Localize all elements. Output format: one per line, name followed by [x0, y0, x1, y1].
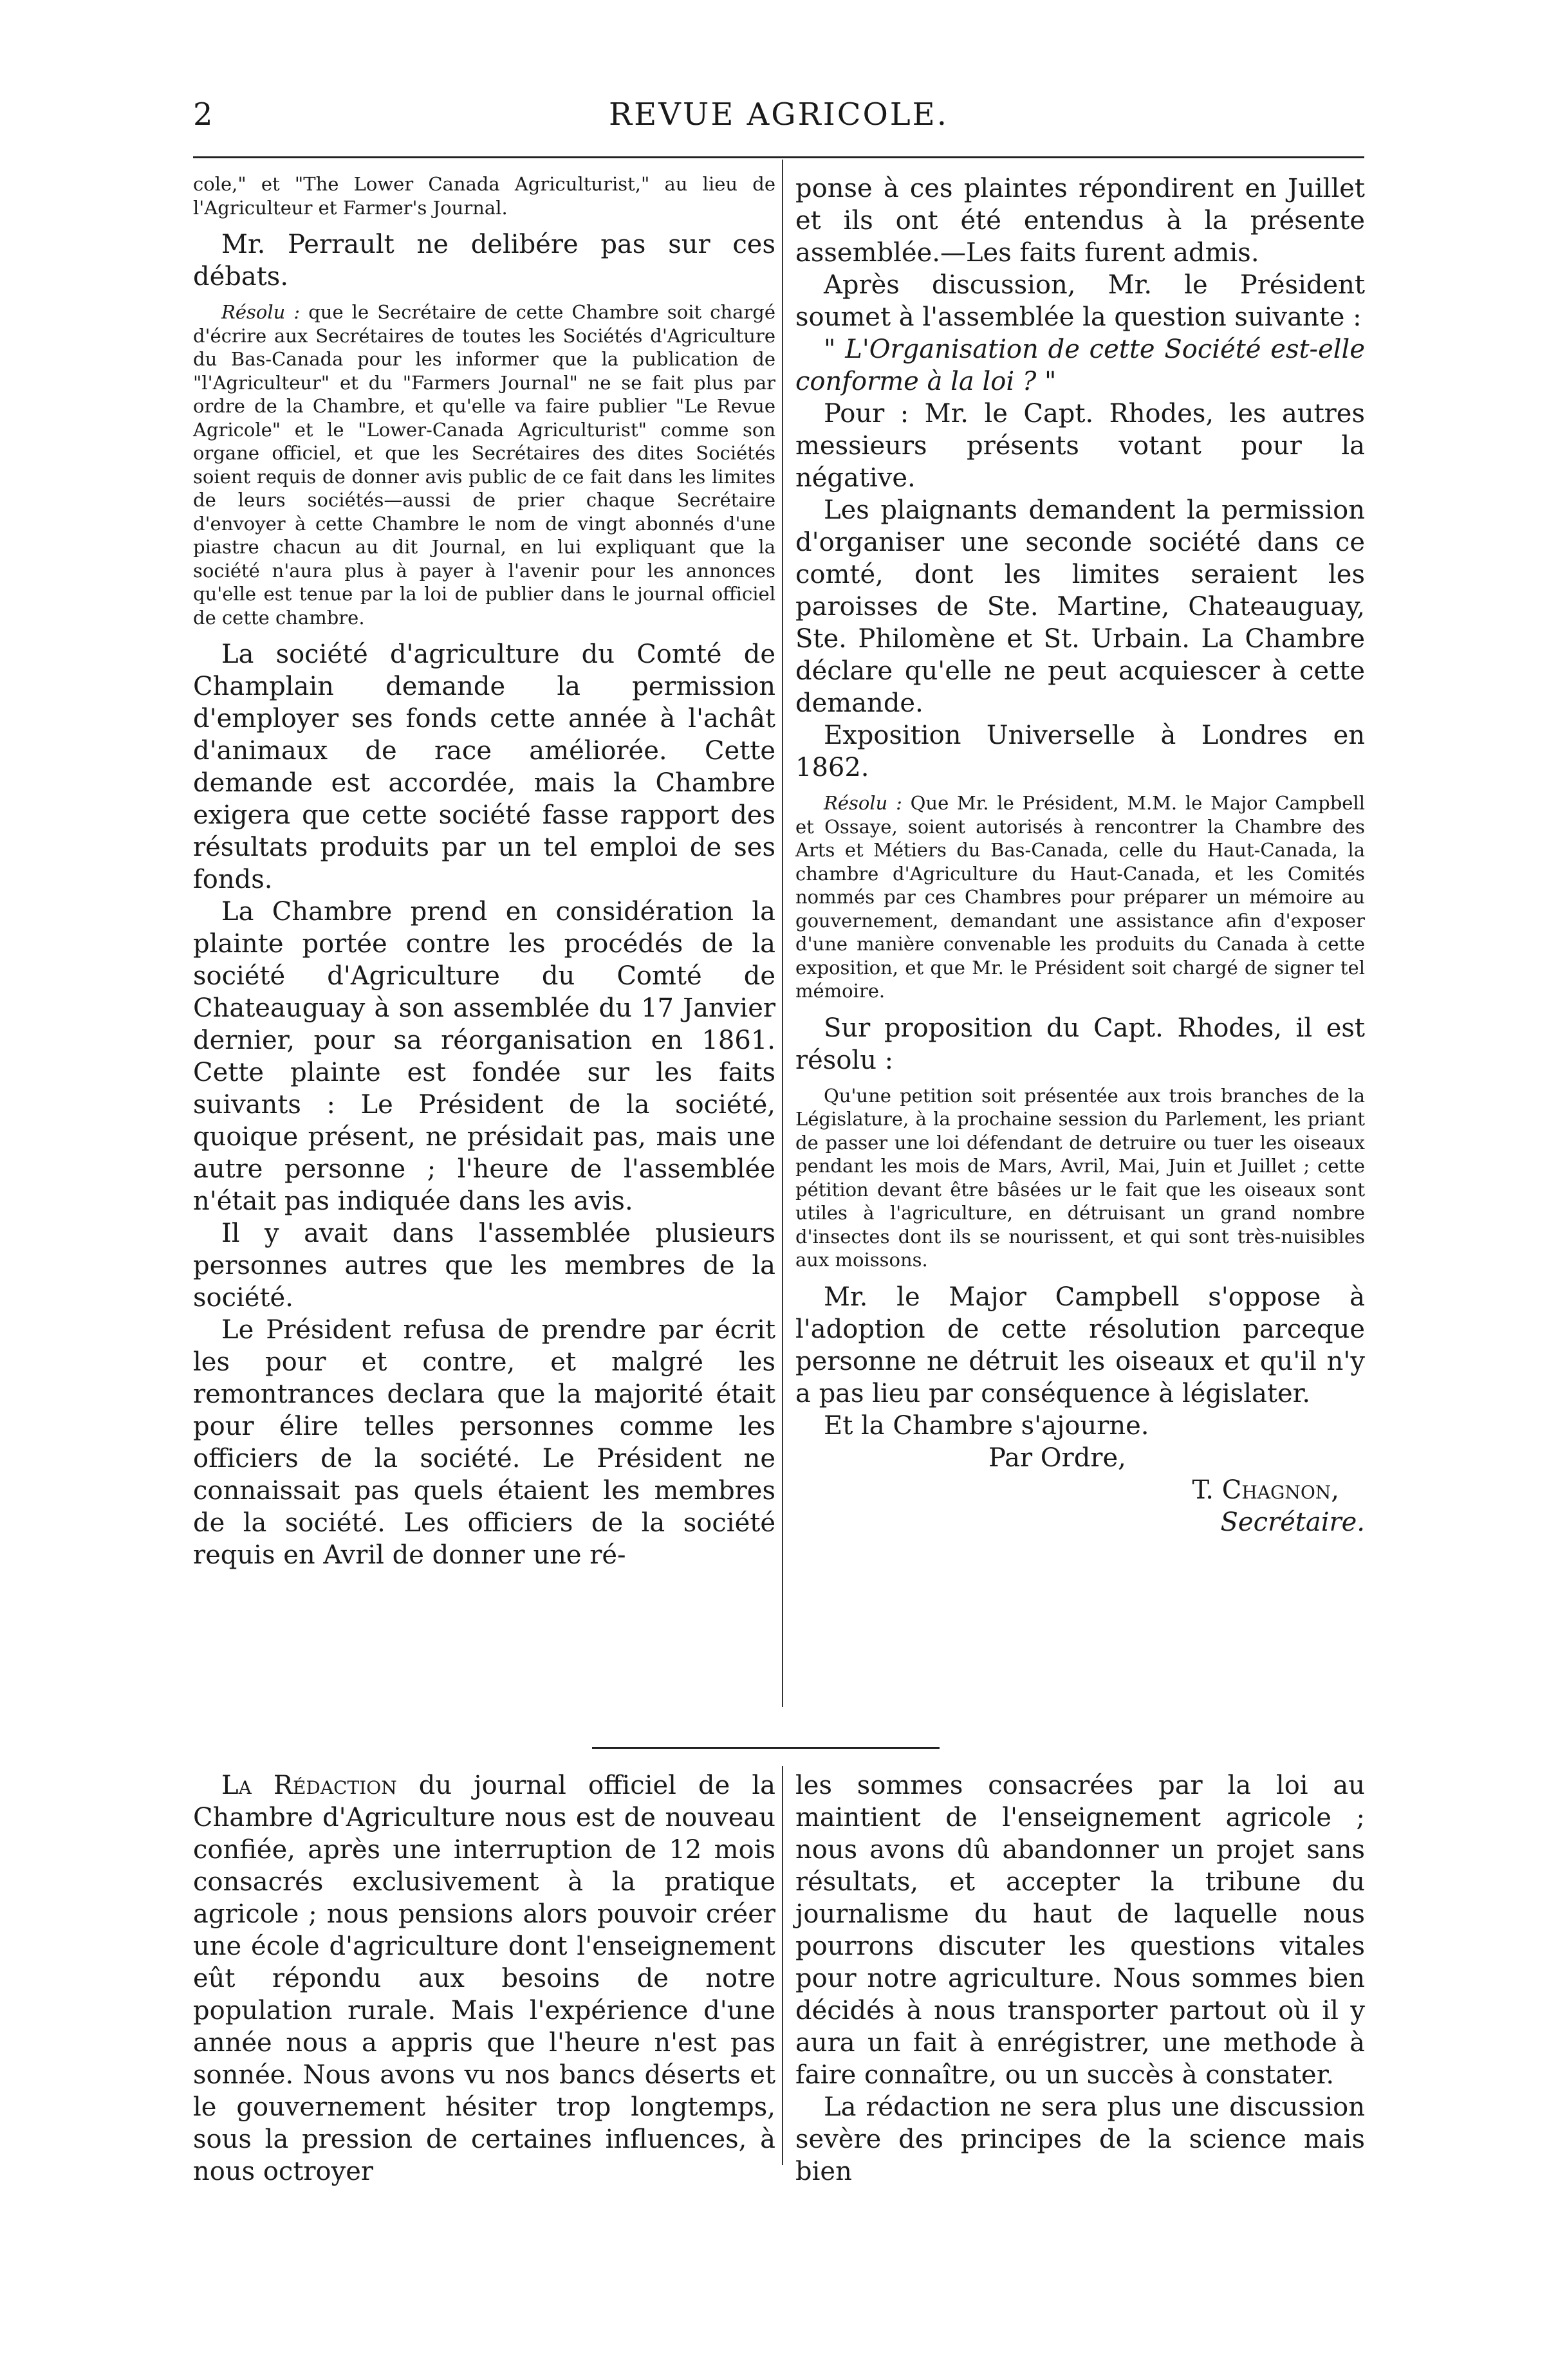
column-divider [782, 160, 783, 1707]
paragraph: Les plaignants demandent la permission d'organiser une seconde société dans ce comté, dont les limites seraient les paroisses de Ste. Martine, Chateauguay, Ste. Philomène et St. Urbain. La Chambre déclare qu'elle ne peut acquiescer à cette demande. [795, 495, 1365, 718]
paragraph: Mr. le Major Campbell s'oppose à l'adoption de cette résolution parceque personne ne détruit les oiseaux et qu'il n'y a pas lieu par conséquence à législater. [795, 1282, 1365, 1408]
paragraph: Le Président refusa de prendre par écrit les pour et contre, et malgré les remontrances declara que la majorité était pour élire telles personnes comme les officiers de la société. Le Président ne connaissait pas quels étaient les membres de la société. Les officiers de la société requis en Avril de donner une ré- [193, 1315, 775, 1570]
editorial-text: du journal officiel de la Chambre d'Agriculture nous est de nouveau confiée, après une interruption de 12 mois consacrés exclusivement à la pratique agricole ; nous pensions alors pouvoir créer une école d'agriculture dont l'enseignement eût répondu aux besoins de notre population rurale. Mais l'expérience d'une année nous a appris que l'heure n'est pas sonnée. Nous avons vu nos bancs déserts et le gouvernement hésiter trop longtemps, sous la pression de certaines influences, à nous octroyer [193, 1771, 775, 2186]
signature-order: Par Ordre, [988, 1443, 1126, 1473]
question: " L'Organisation de cette Société est-elle conforme à la loi ? " [795, 335, 1365, 396]
paragraph: Il y avait dans l'assemblée plusieurs personnes autres que les membres de la société. [193, 1219, 775, 1313]
resolution-label: Résolu : [824, 792, 902, 814]
resolution-label: Résolu : [221, 301, 301, 323]
editorial-paragraph [193, 1769, 775, 2188]
running-title: REVUE AGRICOLE. [609, 97, 949, 133]
paragraph: ponse à ces plaintes répondirent en Juillet et ils ont été entendus à la présente assemblée.—Les faits furent admis. [795, 174, 1365, 268]
resolution-paragraph [193, 300, 775, 629]
section-rule [592, 1747, 940, 1749]
paragraph: La rédaction ne sera plus une discussion sevère des principes de la science mais bien [795, 2092, 1365, 2186]
paragraph: Et la Chambre s'ajourne. [824, 1410, 1149, 1441]
resolution-paragraph [795, 791, 1365, 1003]
page-number: 2 [193, 97, 213, 133]
section-heading: Exposition Universelle à Londres en 1862. [795, 721, 1365, 782]
left-column-bottom [193, 1769, 775, 2188]
right-column-top [795, 172, 1365, 1538]
column-divider [782, 1766, 783, 2165]
right-column-bottom [795, 1769, 1365, 2188]
paragraph: Sur proposition du Capt. Rhodes, il est résolu : [795, 1013, 1365, 1075]
header-rule [193, 156, 1364, 158]
paragraph: les sommes consacrées par la loi au maintient de l'enseignement agricole ; nous avons dû abandonner un projet sans résultats, et accepter la tribune du journalisme du haut de laquelle nous pourrons discuter les questions vitales pour notre agriculture. Nous sommes bien décidés à nous transporter partout où il y aura un fait à enrégistrer, une methode à faire connaître, ou un succès à constater. [795, 1771, 1365, 2090]
paragraph: Mr. Perrault ne delibére pas sur ces débats. [193, 230, 775, 291]
editorial-lead: La Rédaction [221, 1771, 397, 1800]
paragraph: cole," et "The Lower Canada Agriculturist," au lieu de l'Agriculteur et Farmer's Journal. [193, 173, 775, 219]
resolution-text: Que Mr. le Président, M.M. le Major Campbell et Ossaye, soient autorisés à rencontrer la Chambre des Arts et Métiers du Bas-Canada, celle du Haut-Canada, la chambre d'Agriculture du Haut-Canada, et les Comités nommés par ces Chambres pour préparer un mémoire au gouvernement, demandant une assistance afin d'exposer d'une manière convenable les produits du Canada à cette exposition, et que Mr. le Président soit chargé de signer tel mémoire. [795, 792, 1366, 1002]
paragraph: La société d'agriculture du Comté de Champlain demande la permission d'employer ses fonds cette année à l'achât d'animaux de race améliorée. Cette demande est accordée, mais la Chambre exigera que cette société fasse rapport des résultats produits par un tel emploi de ses fonds. [193, 640, 775, 894]
left-column-top [193, 172, 775, 1571]
signature-name: T. Chagnon, [1192, 1475, 1339, 1505]
running-header [193, 97, 1364, 142]
petition-paragraph: Qu'une petition soit présentée aux trois branches de la Législature, à la prochaine session du Parlement, les priant de passer une loi défendant de detruire ou tuer les oiseaux pendant les mois de Mars, Avril, Mai, Juin et Juillet ; cette pétition devant être bâsées ur le fait que les oiseaux sont utiles à l'agriculture, en détruisant un grand nombre d'insectes dont ils se nourissent, et qui sont très-nuisibles aux moissons. [795, 1084, 1365, 1271]
paragraph: Pour : Mr. le Capt. Rhodes, les autres messieurs présents votant pour la négative. [795, 399, 1365, 493]
signature-title: Secrétaire. [1220, 1507, 1365, 1537]
paragraph: La Chambre prend en considération la plainte portée contre les procédés de la société d'Agriculture du Comté de Chateauguay à son assemblée du 17 Janvier dernier, pour sa réorganisation en 1861. Cette plainte est fondée sur les faits suivants : Le Président de la société, quoique présent, ne présidait pas, mais une autre personne ; l'heure de l'assemblée n'était pas indiquée dans les avis. [193, 897, 775, 1216]
resolution-text: que le Secrétaire de cette Chambre soit chargé d'écrire aux Secrétaires de toutes les Sociétés d'Agriculture du Bas-Canada pour les informer que la publication de "l'Agriculteur" et du "Farmers Journal" ne se fait plus par ordre de la Chambre, et qu'elle va faire publier "Le Revue Agricole" et le "Lower-Canada Agriculturist" comme son organe officiel, et que les Secrétaires des dites Sociétés soient requis de donner avis public de ce fait dans les limites de leurs sociétés—aussi de prier chaque Secrétaire d'envoyer à cette Chambre le nom de vingt abonnés d'une piastre chacun au dit Journal, en lui expliquant que la société n'aura plus à payer à l'avenir pour les annonces qu'elle est tenue par la loi de publier dans le journal officiel de cette chambre. [193, 301, 775, 629]
paragraph: Après discussion, Mr. le Président soumet à l'assemblée la question suivante : [795, 270, 1365, 332]
